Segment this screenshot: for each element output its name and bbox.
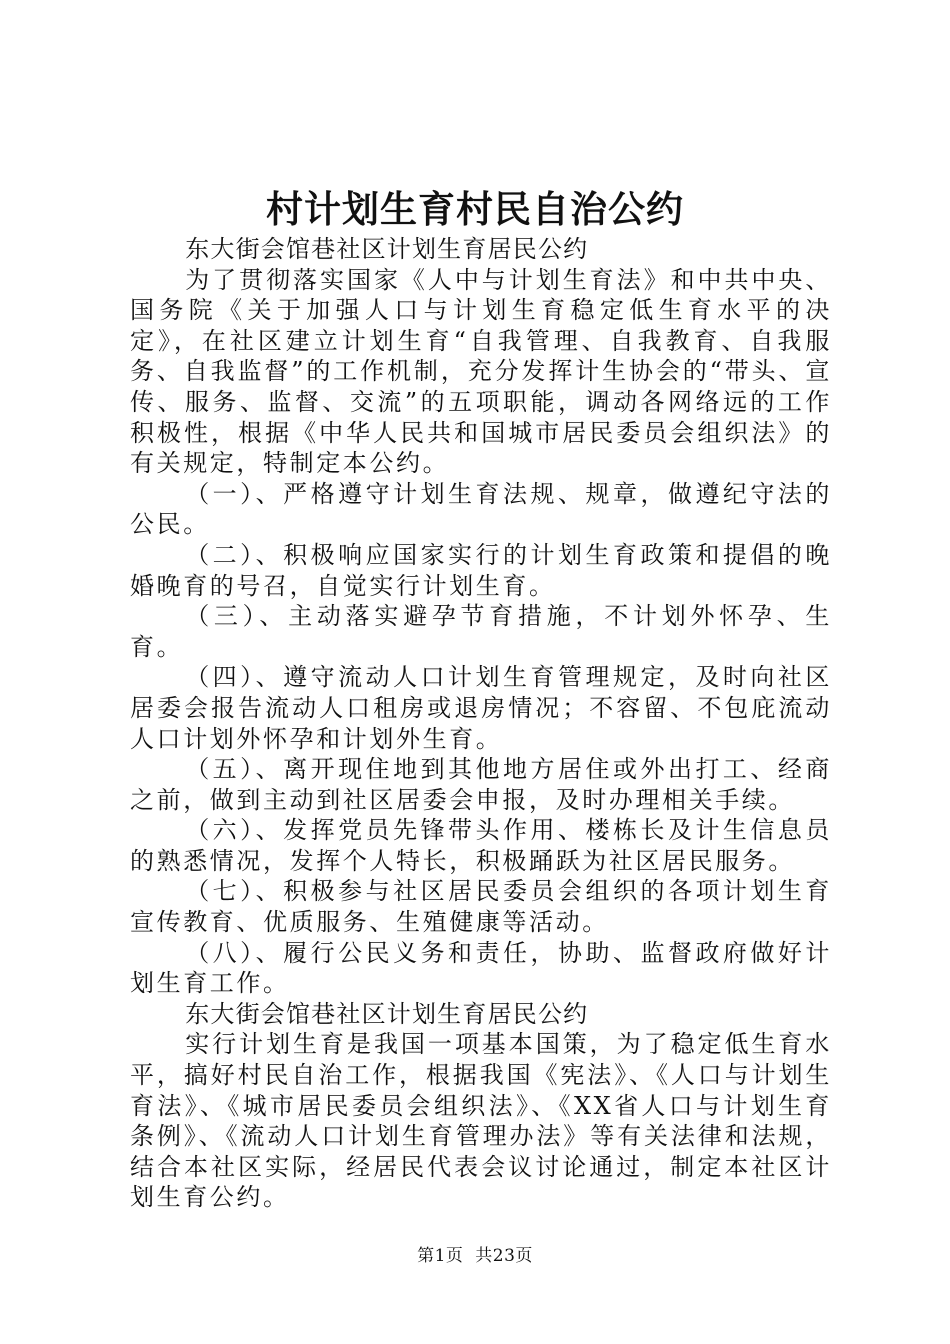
document-title: 村计划生育村民自治公约	[266, 187, 684, 231]
article-item-2: （二）、积极响应国家实行的计划生育政策和提倡的晚婚晚育的号召，自觉实行计划生育。	[130, 540, 832, 600]
section-heading-2: 东大街会馆巷社区计划生育居民公约	[185, 999, 589, 1028]
article-item-7: （七）、积极参与社区居民委员会组织的各项计划生育宣传教育、优质服务、生殖健康等活动。	[130, 877, 832, 937]
page-footer	[0, 1245, 950, 1267]
document-body	[130, 234, 832, 1213]
page-number: 第1页	[417, 1246, 464, 1266]
second-preamble-paragraph: 实行计划生育是我国一项基本国策，为了稳定低生育水平，搞好村民自治工作，根据我国《宪法》、《人口与计划生育法》、《城市居民委员会组织法》、《XX省人口与计划生育条例》、《流动人口计划生育管理办法》等有关法律和法规，结合本社区实际，经居民代表会议讨论通过，制定本社区计划生育公约。	[130, 1030, 832, 1212]
page-total: 共23页	[475, 1246, 533, 1266]
article-item-4: （四）、遵守流动人口计划生育管理规定，及时向社区居委会报告流动人口租房或退房情况；不容留、不包庇流动人口计划外怀孕和计划外生育。	[130, 663, 832, 753]
article-item-6: （六）、发挥党员先锋带头作用、楼栋长及计生信息员的熟悉情况，发挥个人特长，积极踊跃为社区居民服务。	[130, 816, 832, 875]
article-item-1: （一）、严格遵守计划生育法规、规章，做遵纪守法的公民。	[130, 479, 832, 539]
preamble-paragraph: 为了贯彻落实国家《人中与计划生育法》和中共中央、国务院《关于加强人口与计划生育稳定低生育水平的决定》，在社区建立计划生育“自我管理、自我教育、自我服务、自我监督”的工作机制，充分发挥计生协会的“带头、宣传、服务、监督、交流”的五项职能，调动各网络远的工作积极性，根据《中华人民共和国城市居民委员会组织法》的有关规定，特制定本公约。	[130, 265, 832, 478]
article-item-8: （八）、履行公民义务和责任，协助、监督政府做好计划生育工作。	[130, 938, 832, 998]
article-item-5: （五）、离开现住地到其他地方居住或外出打工、经商之前，做到主动到社区居委会申报，及时办理相关手续。	[130, 755, 832, 814]
article-item-3: （三）、主动落实避孕节育措施，不计划外怀孕、生育。	[130, 602, 832, 661]
section-heading: 东大街会馆巷社区计划生育居民公约	[185, 235, 589, 263]
